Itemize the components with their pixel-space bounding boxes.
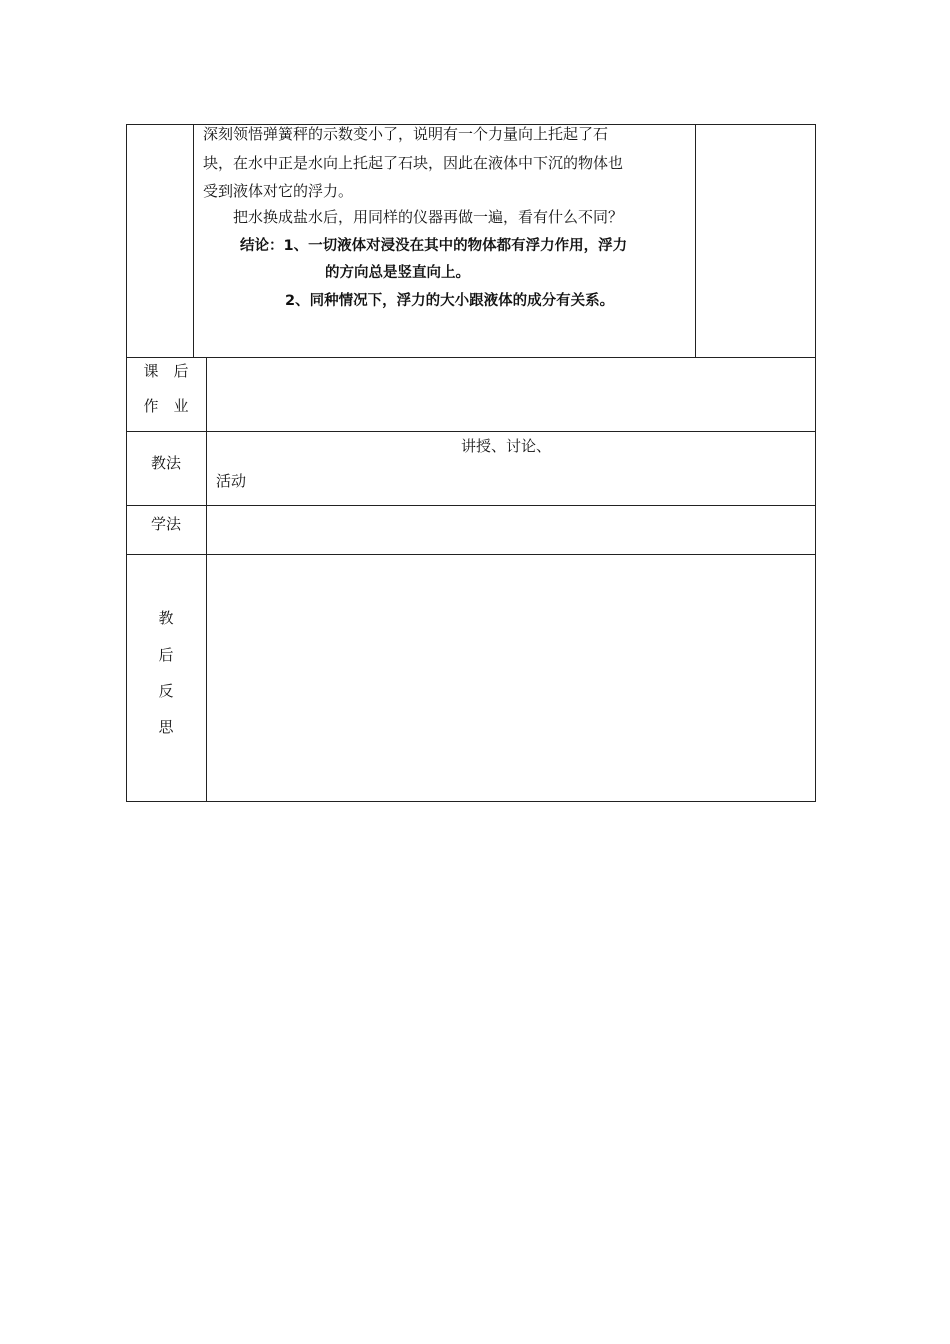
content-line-4: 把水换成盐水后，用同样的仪器再做一遍，看有什么不同？ — [233, 208, 624, 226]
teaching-method-content-1: 讲授、讨论、 — [461, 437, 552, 455]
conclusion-1-line-2: 的方向总是竖直向上。 — [325, 265, 470, 281]
reflection-label-char-2: 后 — [158, 646, 174, 664]
row-divider-3 — [126, 505, 816, 506]
reflection-label-char-3: 反 — [158, 682, 174, 700]
teaching-method-content-2: 活动 — [216, 472, 247, 490]
conclusion-2: 2、同种情况下，浮力的大小跟液体的成分有关系。 — [285, 293, 615, 309]
top-inner-left-border — [193, 124, 194, 357]
reflection-label-char-4: 思 — [158, 718, 174, 736]
reflection-label-char-1: 教 — [158, 609, 174, 627]
top-inner-right-border — [695, 124, 696, 357]
row-divider-4 — [126, 554, 816, 555]
row-divider-2 — [126, 431, 816, 432]
teaching-method-label: 教法 — [150, 454, 181, 472]
label-column-border — [206, 357, 207, 802]
homework-label-line-1: 课 后 — [143, 362, 189, 380]
row-divider-1 — [126, 357, 816, 358]
content-line-2: 块，在水中正是水向上托起了石块，因此在液体中下沉的物体也 — [203, 154, 624, 172]
homework-label-line-2: 作 业 — [143, 397, 189, 415]
content-line-1: 深刻领悟弹簧秤的示数变小了，说明有一个力量向上托起了石 — [203, 125, 609, 143]
bottom-border — [126, 801, 816, 802]
outer-right-border — [815, 124, 816, 802]
conclusion-1-line-1: 结论：1、一切液体对浸没在其中的物体都有浮力作用，浮力 — [240, 238, 628, 254]
learning-method-label: 学法 — [150, 515, 181, 533]
content-line-3: 受到液体对它的浮力。 — [203, 182, 354, 200]
